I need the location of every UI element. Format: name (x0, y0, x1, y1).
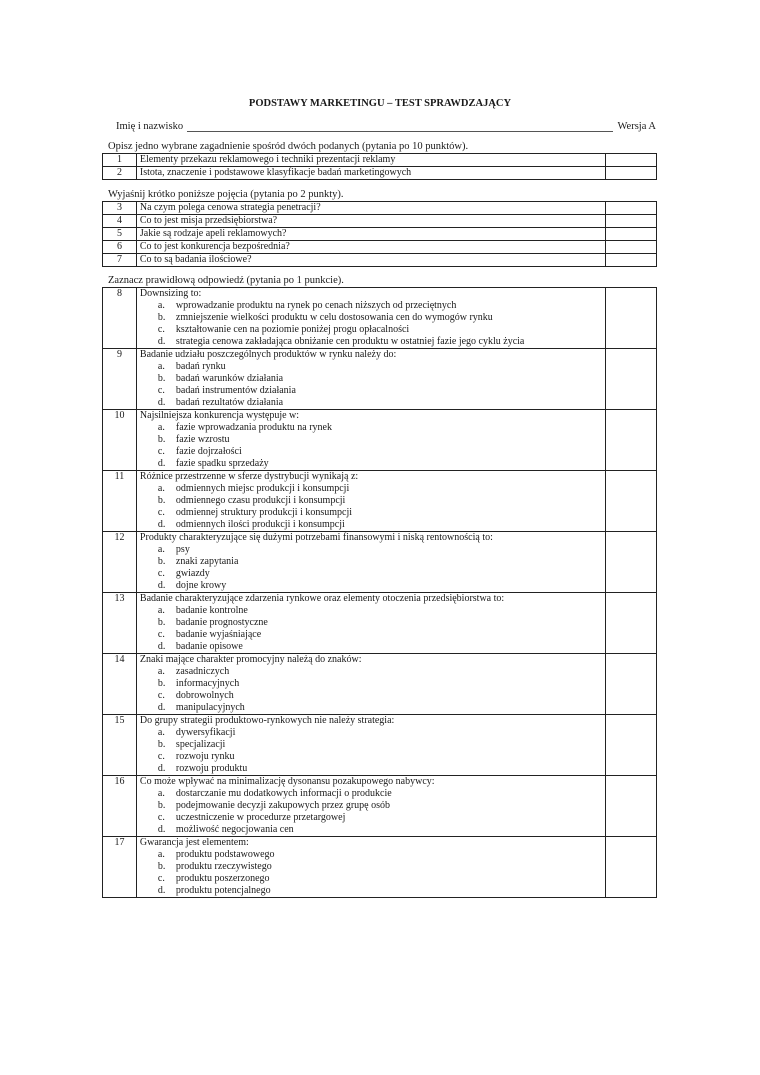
answer-option[interactable] (140, 666, 602, 678)
answer-option[interactable] (140, 483, 602, 495)
question-text: Do grupy strategii produktowo-rynkowych nie należy strategia: (139, 715, 395, 726)
question-cell (136, 837, 605, 898)
option-text: możliwość negocjowania cen (175, 824, 294, 835)
version-label: Wersja A (617, 121, 656, 132)
option-text: zasadniczych (175, 666, 230, 677)
option-text: informacyjnych (175, 678, 240, 689)
question-text: Co to jest misja przedsiębiorstwa? (136, 215, 605, 228)
question-cell (136, 410, 605, 471)
option-letter: b. (157, 678, 166, 689)
option-letter: a. (157, 605, 165, 616)
answer-option[interactable] (140, 702, 602, 714)
question-row (103, 776, 657, 837)
question-cell (136, 471, 605, 532)
option-letter: d. (157, 824, 166, 835)
answer-option[interactable] (140, 788, 602, 800)
option-text: specjalizacji (175, 739, 226, 750)
question-text: Produkty charakteryzujące się dużymi potrzebami finansowymi i niską rentownością to: (139, 532, 493, 543)
table-row (103, 241, 657, 254)
answer-cell[interactable] (606, 715, 657, 776)
answer-cell[interactable] (606, 254, 657, 267)
option-letter: b. (157, 556, 166, 567)
option-text: produktu podstawowego (175, 849, 275, 860)
answer-option[interactable] (140, 507, 602, 519)
answer-option[interactable] (140, 544, 602, 556)
option-letter: a. (157, 300, 165, 311)
question-text: Badanie charakteryzujące zdarzenia rynkowe oraz elementy otoczenia przedsiębiorstwa to: (139, 593, 505, 604)
option-text: badań instrumentów działania (175, 385, 296, 396)
option-text: fazie wzrostu (175, 434, 230, 445)
question-cell (136, 349, 605, 410)
option-letter: c. (157, 629, 165, 640)
answer-cell[interactable] (606, 654, 657, 715)
option-text: badanie opisowe (175, 641, 243, 652)
answer-option[interactable] (140, 873, 602, 885)
answer-cell[interactable] (606, 349, 657, 410)
section2-table (102, 201, 657, 267)
section3-intro: Zaznacz prawidłową odpowiedź (pytania po 1 punkcie). (108, 275, 344, 286)
option-text: badanie prognostyczne (175, 617, 268, 628)
option-text: podejmowanie decyzji zakupowych przez grupę osób (175, 800, 391, 811)
question-number: 16 (103, 776, 137, 837)
answer-option[interactable] (140, 556, 602, 568)
question-number: 14 (103, 654, 137, 715)
question-number: 13 (103, 593, 137, 654)
answer-option[interactable] (140, 605, 602, 617)
question-row (103, 410, 657, 471)
question-text: Badanie udziału poszczególnych produktów w rynku należy do: (139, 349, 397, 360)
answer-option[interactable] (140, 361, 602, 373)
option-letter: d. (157, 763, 166, 774)
answer-cell[interactable] (606, 837, 657, 898)
question-row (103, 471, 657, 532)
option-text: uczestniczenie w procedurze przetargowej (175, 812, 346, 823)
question-number: 1 (103, 154, 137, 167)
option-letter: a. (157, 422, 165, 433)
option-text: dobrowolnych (175, 690, 234, 701)
table-row (103, 154, 657, 167)
question-text: Jakie są rodzaje apeli reklamowych? (136, 228, 605, 241)
option-letter: d. (157, 885, 166, 896)
answer-option[interactable] (140, 727, 602, 739)
option-letter: c. (157, 751, 165, 762)
name-label: Imię i nazwisko (116, 121, 184, 132)
answer-option[interactable] (140, 385, 602, 397)
option-letter: b. (157, 373, 166, 384)
question-text: Downsizing to: (139, 288, 202, 299)
answer-option[interactable] (140, 397, 602, 409)
option-letter: a. (157, 666, 165, 677)
question-number: 3 (103, 202, 137, 215)
option-letter: d. (157, 580, 166, 591)
option-letter: b. (157, 312, 166, 323)
question-number: 9 (103, 349, 137, 410)
option-letter: d. (157, 336, 166, 347)
option-text: fazie spadku sprzedaży (175, 458, 269, 469)
answer-cell[interactable] (606, 228, 657, 241)
answer-cell[interactable] (606, 202, 657, 215)
option-letter: a. (157, 849, 165, 860)
answer-option[interactable] (140, 324, 602, 336)
answer-cell[interactable] (606, 776, 657, 837)
table-row (103, 215, 657, 228)
answer-option[interactable] (140, 800, 602, 812)
option-letter: d. (157, 702, 166, 713)
option-text: rozwoju rynku (175, 751, 235, 762)
option-text: badań rezultatów działania (175, 397, 284, 408)
option-letter: b. (157, 617, 166, 628)
option-letter: b. (157, 739, 166, 750)
question-number: 15 (103, 715, 137, 776)
question-cell (136, 288, 605, 349)
option-letter: b. (157, 800, 166, 811)
table-row (103, 167, 657, 180)
question-row (103, 532, 657, 593)
answer-option[interactable] (140, 300, 602, 312)
question-number: 11 (103, 471, 137, 532)
answer-option[interactable] (140, 312, 602, 324)
answer-option[interactable] (140, 617, 602, 629)
section1-intro: Opisz jedno wybrane zagadnienie spośród dwóch podanych (pytania po 10 punktów). (108, 141, 469, 152)
question-cell (136, 532, 605, 593)
question-number: 12 (103, 532, 137, 593)
option-text: produktu rzeczywistego (175, 861, 272, 872)
section2-intro: Wyjaśnij krótko poniższe pojęcia (pytania po 2 punkty). (108, 189, 344, 200)
question-row (103, 593, 657, 654)
answer-option[interactable] (140, 446, 602, 458)
answer-option[interactable] (140, 739, 602, 751)
section1-table (102, 153, 657, 180)
answer-cell[interactable] (606, 288, 657, 349)
option-letter: c. (157, 507, 165, 518)
answer-option[interactable] (140, 519, 602, 531)
option-letter: c. (157, 873, 165, 884)
question-number: 17 (103, 837, 137, 898)
option-letter: c. (157, 568, 165, 579)
question-text: Na czym polega cenowa strategia penetracji? (136, 202, 605, 215)
table-row (103, 228, 657, 241)
option-text: rozwoju produktu (175, 763, 248, 774)
answer-option[interactable] (140, 885, 602, 897)
answer-option[interactable] (140, 495, 602, 507)
option-text: produktu potencjalnego (175, 885, 271, 896)
answer-cell[interactable] (606, 410, 657, 471)
answer-option[interactable] (140, 580, 602, 592)
question-row (103, 349, 657, 410)
question-text: Co to są badania ilościowe? (136, 254, 605, 267)
answer-option[interactable] (140, 690, 602, 702)
answer-cell[interactable] (606, 154, 657, 167)
answer-option[interactable] (140, 629, 602, 641)
question-text: Co może wpływać na minimalizację dysonansu pozakupowego nabywcy: (139, 776, 435, 787)
option-text: odmiennych miejsc produkcji i konsumpcji (175, 483, 350, 494)
option-letter: c. (157, 812, 165, 823)
option-text: badanie wyjaśniające (175, 629, 262, 640)
option-text: wprowadzanie produktu na rynek po cenach niższych od przeciętnych (175, 300, 457, 311)
answer-option[interactable] (140, 763, 602, 775)
option-text: gwiazdy (175, 568, 210, 579)
option-text: badań warunków działania (175, 373, 284, 384)
option-letter: a. (157, 788, 165, 799)
option-text: manipulacyjnych (175, 702, 245, 713)
option-text: kształtowanie cen na poziomie poniżej progu opłacalności (175, 324, 410, 335)
answer-option[interactable] (140, 568, 602, 580)
option-letter: c. (157, 324, 165, 335)
answer-option[interactable] (140, 422, 602, 434)
option-letter: d. (157, 641, 166, 652)
answer-option[interactable] (140, 336, 602, 348)
option-letter: a. (157, 544, 165, 555)
option-text: badań rynku (175, 361, 226, 372)
question-cell (136, 593, 605, 654)
option-letter: c. (157, 446, 165, 457)
answer-option[interactable] (140, 434, 602, 446)
question-cell (136, 776, 605, 837)
answer-cell[interactable] (606, 532, 657, 593)
name-line (116, 121, 656, 132)
answer-option[interactable] (140, 458, 602, 470)
page-title: PODSTAWY MARKETINGU – TEST SPRAWDZAJĄCY (248, 98, 512, 109)
question-row (103, 288, 657, 349)
answer-option[interactable] (140, 678, 602, 690)
option-text: znaki zapytania (175, 556, 239, 567)
option-text: psy (175, 544, 190, 555)
question-number: 10 (103, 410, 137, 471)
option-letter: d. (157, 397, 166, 408)
answer-cell[interactable] (606, 241, 657, 254)
question-text: Gwarancja jest elementem: (139, 837, 249, 848)
option-text: odmiennego czasu produkcji i konsumpcji (175, 495, 346, 506)
option-letter: c. (157, 385, 165, 396)
option-text: dywersyfikacji (175, 727, 236, 738)
question-text: Elementy przekazu reklamowego i techniki prezentacji reklamy (136, 154, 605, 167)
option-letter: b. (157, 861, 166, 872)
question-number: 8 (103, 288, 137, 349)
option-letter: d. (157, 458, 166, 469)
option-text: dojne krowy (175, 580, 227, 591)
table-row (103, 202, 657, 215)
question-number: 7 (103, 254, 137, 267)
answer-cell[interactable] (606, 593, 657, 654)
question-text: Znaki mające charakter promocyjny należą do znaków: (139, 654, 362, 665)
option-text: badanie kontrolne (175, 605, 248, 616)
option-text: odmiennej struktury produkcji i konsumpcji (175, 507, 353, 518)
question-number: 4 (103, 215, 137, 228)
option-text: dostarczanie mu dodatkowych informacji o produkcie (175, 788, 392, 799)
answer-option[interactable] (140, 849, 602, 861)
answer-option[interactable] (140, 751, 602, 763)
answer-cell[interactable] (606, 167, 657, 180)
option-letter: c. (157, 690, 165, 701)
question-cell (136, 715, 605, 776)
answer-cell[interactable] (606, 215, 657, 228)
answer-cell[interactable] (606, 471, 657, 532)
question-row (103, 715, 657, 776)
option-letter: d. (157, 519, 166, 530)
option-text: produktu poszerzonego (175, 873, 270, 884)
answer-option[interactable] (140, 861, 602, 873)
option-text: odmiennych ilości produkcji i konsumpcji (175, 519, 345, 530)
option-letter: b. (157, 434, 166, 445)
question-number: 6 (103, 241, 137, 254)
table-row (103, 254, 657, 267)
question-row (103, 654, 657, 715)
question-number: 2 (103, 167, 137, 180)
question-text: Najsilniejsza konkurencja występuje w: (139, 410, 300, 421)
answer-option[interactable] (140, 812, 602, 824)
answer-option[interactable] (140, 824, 602, 836)
question-number: 5 (103, 228, 137, 241)
option-text: fazie dojrzałości (175, 446, 242, 457)
option-letter: b. (157, 495, 166, 506)
option-letter: a. (157, 483, 165, 494)
option-letter: a. (157, 361, 165, 372)
option-text: fazie wprowadzania produktu na rynek (175, 422, 332, 433)
question-text: Istota, znaczenie i podstawowe klasyfikacje badań marketingowych (136, 167, 605, 180)
question-row (103, 837, 657, 898)
name-field[interactable] (187, 121, 613, 132)
question-cell (136, 654, 605, 715)
answer-option[interactable] (140, 373, 602, 385)
answer-option[interactable] (140, 641, 602, 653)
question-text: Różnice przestrzenne w sferze dystrybucji wynikają z: (139, 471, 359, 482)
option-text: zmniejszenie wielkości produktu w celu dostosowania cen do wymogów rynku (175, 312, 493, 323)
option-text: strategia cenowa zakładająca obniżanie cen produktu w ostatniej fazie jego cyklu życia (175, 336, 525, 347)
option-letter: a. (157, 727, 165, 738)
question-text: Co to jest konkurencja bezpośrednia? (136, 241, 605, 254)
section3-table (102, 287, 657, 898)
